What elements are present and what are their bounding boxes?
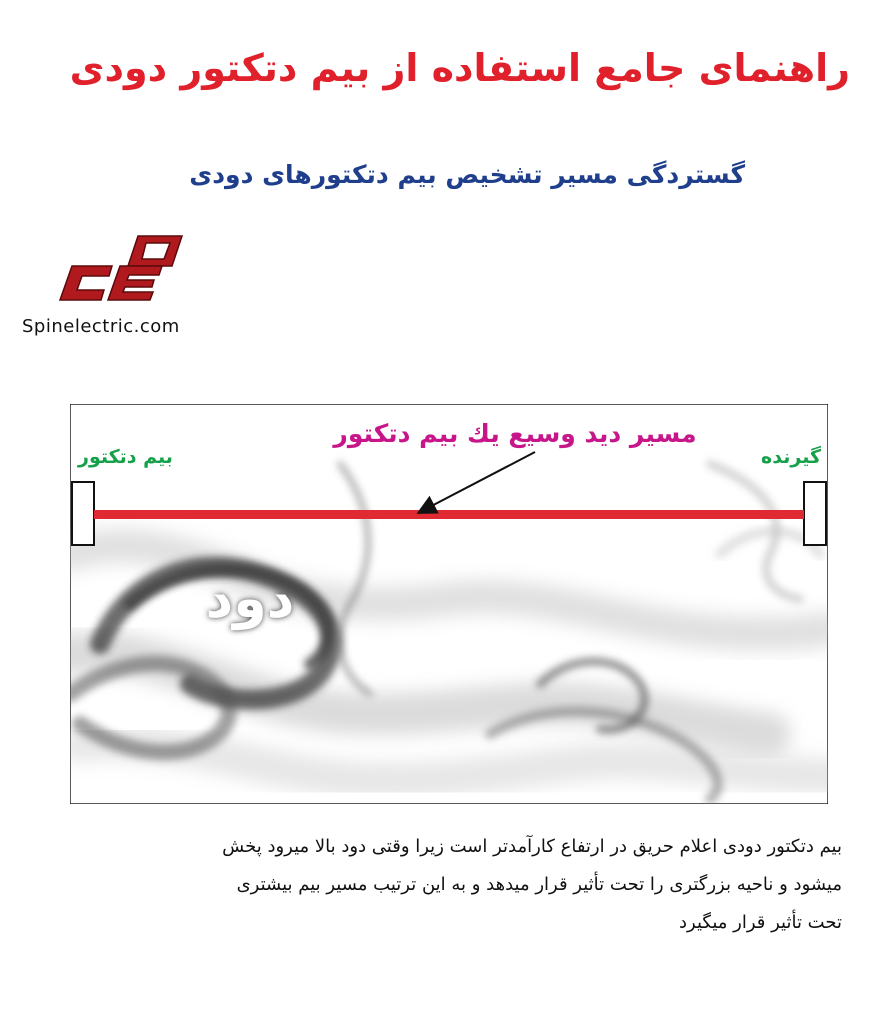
transmitter-label: بیم دتکتور xyxy=(78,446,173,468)
page-title: راهنمای جامع استفاده از بیم دتکتور دودی xyxy=(69,46,850,90)
logo xyxy=(50,232,190,304)
page-subtitle: گستردگی مسیر تشخیص بیم دتکتورهای دودی xyxy=(189,160,745,189)
smoke-label: دود xyxy=(205,567,295,630)
site-url: Spinelectric.com xyxy=(22,316,180,337)
beam-line xyxy=(94,510,804,519)
spinelectric-logo-icon xyxy=(50,232,190,304)
beam-diagram xyxy=(70,404,828,804)
description xyxy=(30,828,842,942)
beam-path-label: مسیر دید وسیع یك بیم دتكتور xyxy=(333,419,697,448)
description-line: بیم دتکتور دودی اعلام حریق در ارتفاع کارآمدتر است زیرا وقتی دود بالا میرود پخش xyxy=(222,836,842,857)
transmitter-box xyxy=(72,482,94,545)
description-line: تحت تأثیر قرار میگیرد xyxy=(679,912,842,933)
receiver-label: گیرنده xyxy=(761,446,821,468)
description-line: میشود و ناحیه بزرگتری را تحت تأثیر قرار میدهد و به این ترتیب مسیر بیم بیشتری xyxy=(236,874,842,895)
receiver-box xyxy=(804,482,826,545)
